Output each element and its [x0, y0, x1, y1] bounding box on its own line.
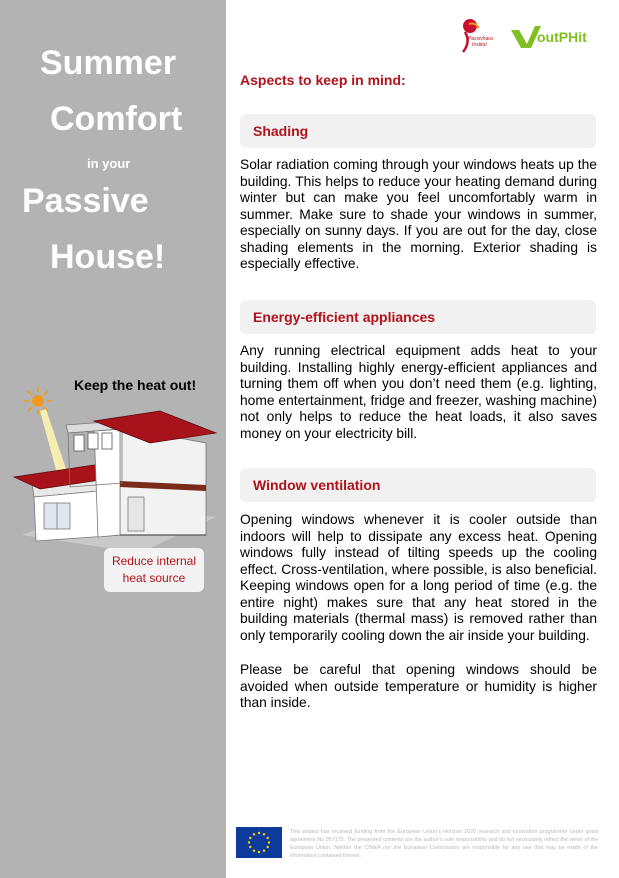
section-body-appliances: Any running electrical equipment adds heat to your building. Installing highly energy-efficient appliances and turning them off when you don’t need them (e.g. lighting, home entertainment, fridge and freezer, washing machine) not only helps to reduce the heat loads, it also saves money on your electricity bill. [240, 343, 597, 441]
title-comfort: Comfort [50, 100, 183, 138]
passivhaus-institut-logo [463, 19, 494, 52]
reduce-heat-callout: Reduce internal heat source [104, 548, 204, 592]
title-summer: Summer [40, 44, 177, 82]
section-header-appliances: Energy-efficient appliances [240, 300, 596, 334]
outphit-logo [511, 26, 587, 48]
section-header-shading: Shading [240, 114, 596, 148]
section-body-ventilation-note: Please be careful that opening windows should be avoided when outside temperature or humidity is higher than inside. [240, 662, 597, 710]
title-house: House! [50, 238, 166, 276]
partner-logos [455, 16, 605, 56]
section-body-ventilation: Opening windows whenever it is cooler outside than indoors will help to dissipate any excess heat. Opening windows fully instead of tilting speeds up the cooling effect. Cross-ventilation, where possible, is also beneficial. Keeping windows open for a long period of time (e.g. the entire night) makes sure that any heat stored in the building materials (thermal mass) is removed rather than only temporarily cooling down the air inside your building. [240, 512, 597, 643]
section-body-shading: Solar radiation coming through your windows heats up the building. This helps to reduce your heating demand during winter but can make you feel uncomfortably warm in summer. Make sure to shade your windows in summer, especially on sunny days. If you are out for the day, close shading elements in the morning. Exterior shading is especially effective. [240, 157, 597, 271]
title-passive: Passive [22, 182, 149, 220]
eu-flag-icon [236, 827, 282, 858]
house-illustration [10, 385, 222, 555]
sun-beam [40, 409, 68, 477]
passivhaus-logo-line2: Institut [472, 42, 487, 48]
sun-icon [24, 387, 52, 415]
passivhaus-logo-line1: Passivhaus [468, 36, 494, 42]
title-in-your: in your [87, 156, 131, 171]
funding-disclaimer: This project has received funding from the European Union’s Horizon 2020 research and innovation programme under grant agreement No 957175. The presented contents are the author’s sole responsibility and do not necessarily reflect the views of the European Union. Neither the CINEA nor the European Commission are responsible for any use that may be made of the information contained therein. [290, 829, 598, 859]
aspects-heading: Aspects to keep in mind: [240, 72, 406, 88]
illustration-caption: Keep the heat out! [74, 377, 197, 393]
section-header-ventilation: Window ventilation [240, 468, 596, 502]
outphit-logo-text: outPHit [537, 29, 587, 45]
